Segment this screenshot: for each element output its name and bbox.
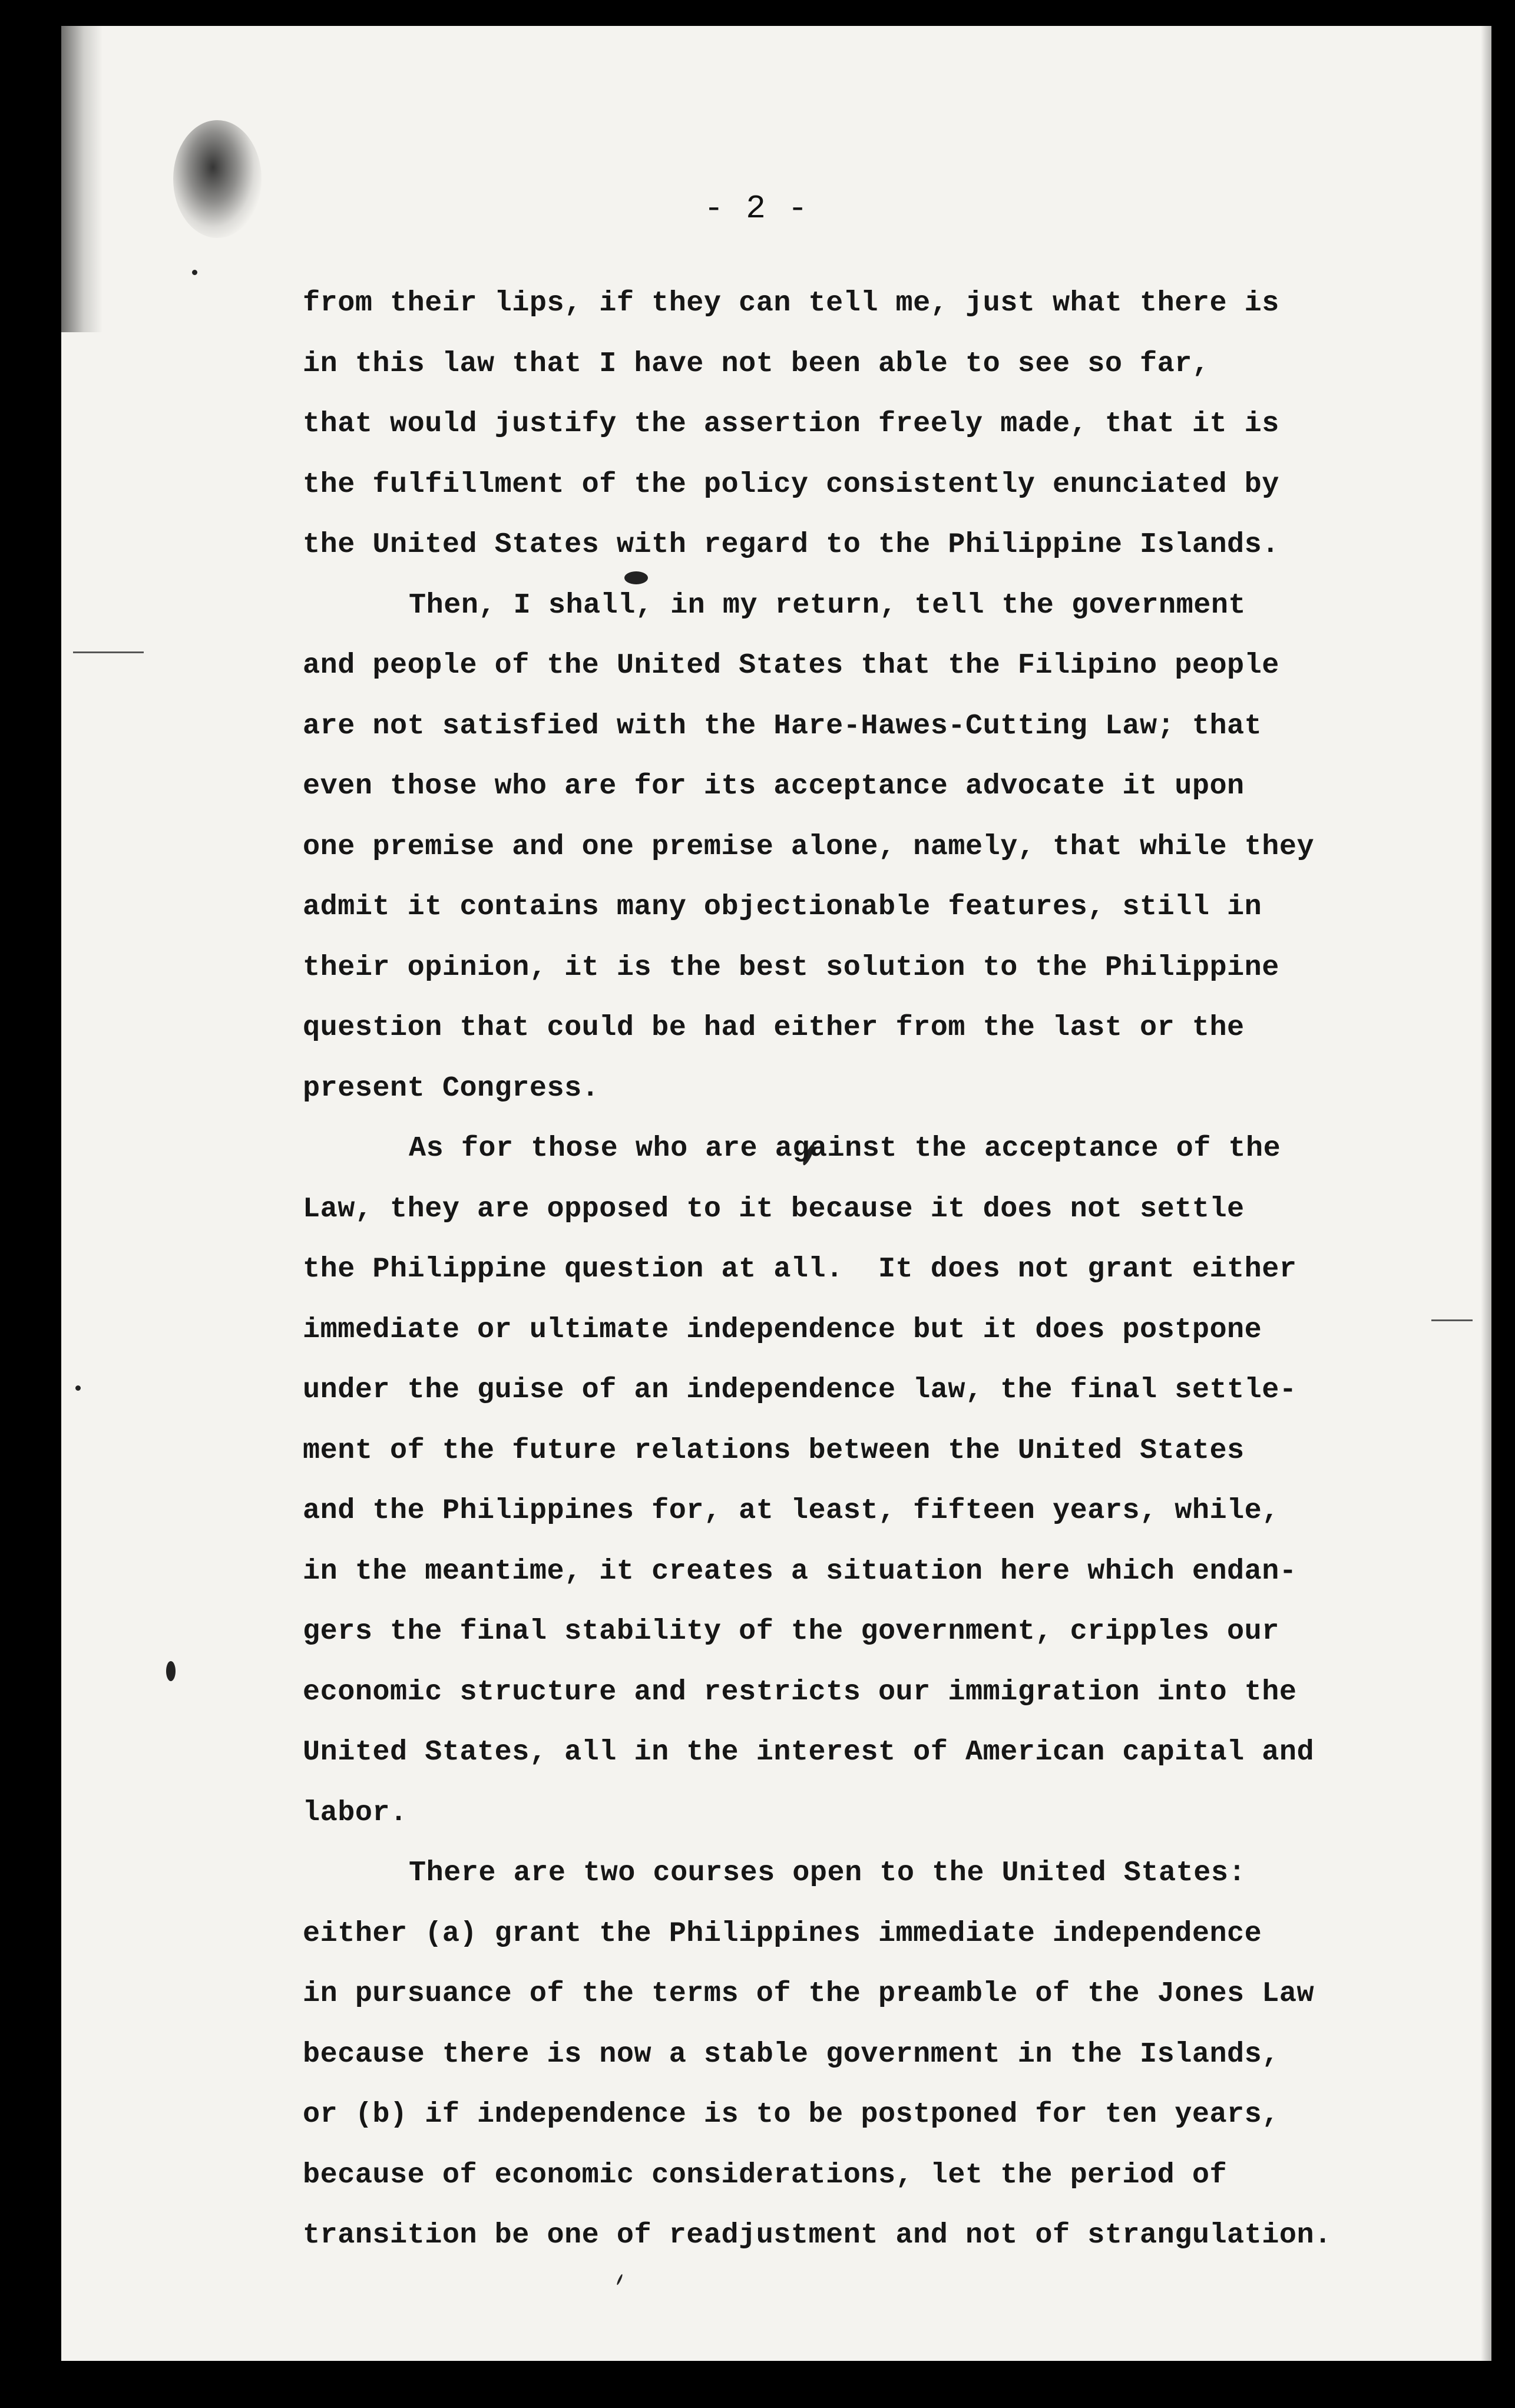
text-line: either (a) grant the Philippines immediate independence — [303, 1917, 1262, 1950]
ink-speck — [75, 1385, 81, 1391]
text-line: economic structure and restricts our immigration into the — [303, 1675, 1297, 1708]
text-line: question that could be had either from the last or the — [303, 1011, 1245, 1044]
ink-smudge — [173, 120, 262, 238]
text-line: in pursuance of the terms of the preamble of the Jones Law — [303, 1977, 1315, 2010]
text-line: There are two courses open to the United States: — [409, 1857, 1246, 1889]
text-line: Then, I shall, in my return, tell the government — [409, 588, 1246, 621]
text-line: under the guise of an independence law, the final settle- — [303, 1374, 1297, 1406]
ink-speck — [192, 270, 197, 275]
text-line: because there is now a stable government in the Islands, — [303, 2037, 1279, 2070]
body-text — [303, 273, 1422, 2266]
ink-speck — [166, 1661, 176, 1681]
text-line: United States, all in the interest of American capital and — [303, 1736, 1315, 1768]
text-line: in this law that I have not been able to see so far, — [303, 347, 1210, 380]
text-line: As for those who are against the acceptance of the — [409, 1132, 1281, 1165]
text-line: that would justify the assertion freely made, that it is — [303, 408, 1279, 440]
text-line: admit it contains many objectionable features, still in — [303, 891, 1262, 923]
document-page — [61, 26, 1491, 2361]
text-line: the United States with regard to the Philippine Islands. — [303, 528, 1279, 561]
text-line: from their lips, if they can tell me, just what there is — [303, 287, 1279, 319]
text-line: even those who are for its acceptance advocate it upon — [303, 770, 1245, 802]
ink-speck — [616, 2274, 623, 2285]
text-line: ment of the future relations between the United States — [303, 1434, 1245, 1467]
text-line: immediate or ultimate independence but it does postpone — [303, 1313, 1262, 1346]
margin-mark — [73, 651, 144, 653]
text-line: and the Philippines for, at least, fifteen years, while, — [303, 1494, 1279, 1527]
text-line: the fulfillment of the policy consistently enunciated by — [303, 468, 1279, 501]
page-edge-shadow — [61, 26, 102, 332]
text-line: or (b) if independence is to be postponed for ten years, — [303, 2098, 1279, 2131]
text-line: Law, they are opposed to it because it does not settle — [303, 1192, 1245, 1225]
text-line: in the meantime, it creates a situation here which endan- — [303, 1554, 1297, 1587]
text-line: the Philippine question at all. It does not grant either — [303, 1253, 1297, 1285]
margin-mark — [1431, 1319, 1473, 1321]
page-right-edge — [1481, 26, 1491, 2361]
text-line: because of economic considerations, let the period of — [303, 2158, 1228, 2191]
text-line: one premise and one premise alone, namely, that while they — [303, 830, 1315, 863]
text-line: gers the final stability of the government, cripples our — [303, 1615, 1279, 1648]
text-line: labor. — [303, 1796, 408, 1829]
text-line: transition be one of readjustment and not of strangulation. — [303, 2219, 1332, 2251]
text-line: and people of the United States that the Filipino people — [303, 649, 1279, 682]
page-number: - 2 - — [703, 190, 809, 227]
text-line: present Congress. — [303, 1071, 600, 1104]
text-line: their opinion, it is the best solution to the Philippine — [303, 951, 1279, 984]
text-line: are not satisfied with the Hare-Hawes-Cutting Law; that — [303, 709, 1262, 742]
